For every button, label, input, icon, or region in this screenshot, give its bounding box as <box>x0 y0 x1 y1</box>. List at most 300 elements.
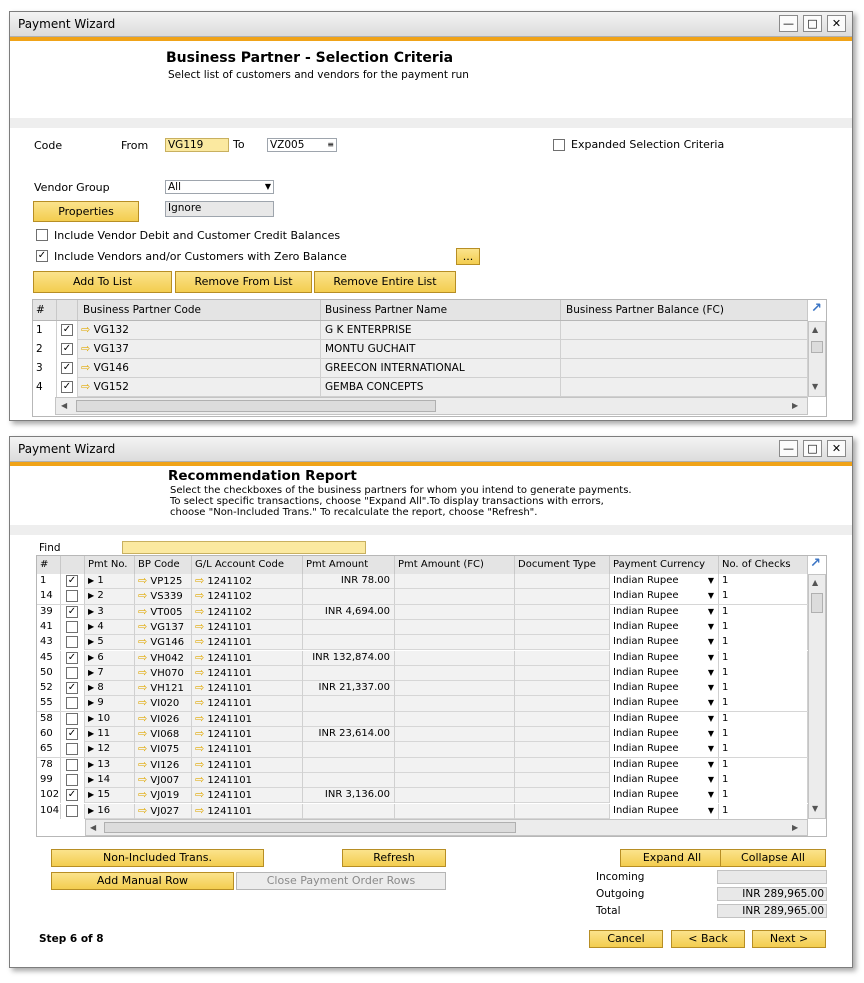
close-payment-order-rows-button[interactable]: Close Payment Order Rows <box>236 872 446 890</box>
minimize-icon[interactable]: — <box>779 440 798 457</box>
link-arrow-icon[interactable]: ⇨ <box>138 711 148 725</box>
payment-currency-cell[interactable] <box>610 666 719 681</box>
row-checkbox[interactable] <box>66 636 78 648</box>
row-select-cell[interactable] <box>57 321 78 340</box>
bp-code-cell[interactable] <box>135 758 192 773</box>
bp-code: VS339 <box>150 591 183 603</box>
table-row[interactable] <box>37 727 808 742</box>
row-select-cell[interactable] <box>61 635 85 650</box>
pmt-no-cell[interactable] <box>85 788 135 803</box>
row-checkbox[interactable] <box>66 743 78 755</box>
no-of-checks-cell[interactable]: 1 <box>719 635 808 650</box>
col-gl-account[interactable]: G/L Account Code <box>192 556 303 574</box>
scroll-right-icon[interactable]: ▶ <box>792 401 799 410</box>
no-of-checks-cell[interactable]: 1 <box>719 788 808 803</box>
bp-code-cell[interactable] <box>135 666 192 681</box>
list-icon[interactable]: ≡ <box>327 140 334 149</box>
link-arrow-icon[interactable]: ⇨ <box>195 574 205 587</box>
row-select-cell[interactable] <box>61 712 85 727</box>
bp-code-cell[interactable] <box>135 804 192 819</box>
no-of-checks-cell[interactable]: 1 <box>719 758 808 773</box>
row-select-cell[interactable] <box>61 589 85 604</box>
bp-code-cell[interactable] <box>78 378 321 397</box>
link-arrow-icon[interactable]: ⇨ <box>138 696 148 710</box>
maximize-icon[interactable]: □ <box>803 15 822 32</box>
chevron-down-icon[interactable]: ▼ <box>707 683 714 693</box>
chevron-down-icon[interactable]: ▼ <box>264 182 271 191</box>
table-row[interactable] <box>37 635 808 650</box>
col-payment-currency[interactable]: Payment Currency <box>610 556 719 574</box>
payment-currency-cell[interactable] <box>610 758 719 773</box>
expand-row-icon[interactable]: ▶ <box>88 774 95 784</box>
pmt-no-cell[interactable] <box>85 758 135 773</box>
gl-account-cell[interactable] <box>192 758 303 773</box>
scroll-left-icon[interactable]: ◀ <box>90 823 97 832</box>
gl-account-cell[interactable] <box>192 788 303 803</box>
col-pmt-amount-fc[interactable]: Pmt Amount (FC) <box>395 556 515 574</box>
payment-currency-cell[interactable] <box>610 742 719 757</box>
col-bp-code[interactable]: BP Code <box>135 556 192 574</box>
row-select-cell[interactable] <box>61 804 85 819</box>
properties-button[interactable]: Properties <box>33 201 139 222</box>
chevron-down-icon[interactable]: ▼ <box>707 729 714 738</box>
find-input[interactable] <box>122 541 366 554</box>
expand-row-icon[interactable]: ▶ <box>88 744 95 754</box>
bp-code-cell[interactable] <box>78 359 321 378</box>
link-arrow-icon[interactable]: ⇨ <box>138 727 148 740</box>
table-row[interactable] <box>37 620 808 635</box>
link-arrow-icon[interactable]: ⇨ <box>138 788 148 802</box>
bp-code: VI026 <box>150 713 180 725</box>
scroll-thumb[interactable] <box>811 341 823 353</box>
no-of-checks-cell[interactable]: 1 <box>719 620 808 635</box>
pmt-no-cell[interactable] <box>85 635 135 650</box>
expand-row-icon[interactable]: ▶ <box>88 805 95 815</box>
col-bp-name[interactable]: Business Partner Name <box>321 300 561 320</box>
row-checkbox[interactable] <box>66 590 78 602</box>
row-checkbox[interactable]: ✓ <box>67 651 77 663</box>
vendor-group-select[interactable] <box>165 180 274 194</box>
gl-account-cell[interactable] <box>192 589 303 604</box>
include-debit-checkbox[interactable] <box>36 229 48 241</box>
scroll-down-icon[interactable]: ▼ <box>812 382 819 391</box>
scroll-thumb[interactable] <box>811 593 823 613</box>
link-arrow-icon[interactable]: ⇨ <box>195 757 205 771</box>
row-select-cell[interactable] <box>61 651 85 666</box>
link-arrow-icon[interactable]: ⇨ <box>195 681 205 695</box>
pmt-no-cell[interactable] <box>85 727 135 742</box>
pmt-no-cell[interactable] <box>85 696 135 711</box>
row-select-cell[interactable] <box>61 788 85 803</box>
row-select-cell[interactable] <box>57 340 78 359</box>
gl-account-cell[interactable] <box>192 696 303 711</box>
payment-currency-cell[interactable] <box>610 574 719 589</box>
no-of-checks-cell[interactable]: 1 <box>719 727 808 742</box>
chevron-down-icon[interactable]: ▼ <box>707 591 714 601</box>
expand-row-icon[interactable]: ▶ <box>88 576 95 585</box>
no-of-checks-cell[interactable]: 1 <box>719 681 808 696</box>
expanded-criteria-checkbox[interactable] <box>553 139 565 151</box>
bp-code-cell[interactable] <box>135 712 192 727</box>
no-of-checks-cell[interactable]: 1 <box>719 773 808 788</box>
row-checkbox[interactable] <box>66 774 78 786</box>
expand-row-icon[interactable]: ▶ <box>88 621 95 631</box>
link-arrow-icon[interactable]: ⇨ <box>138 772 148 786</box>
chevron-down-icon[interactable]: ▼ <box>707 805 714 815</box>
bp-code-cell[interactable] <box>135 788 192 803</box>
payment-currency-cell[interactable] <box>610 620 719 635</box>
payment-currency-cell[interactable] <box>610 605 719 620</box>
no-of-checks-cell[interactable]: 1 <box>719 651 808 666</box>
gl-account-cell[interactable] <box>192 666 303 681</box>
payment-currency: Indian Rupee <box>613 575 679 586</box>
chevron-down-icon[interactable]: ▼ <box>707 637 714 647</box>
pmt-no-cell[interactable] <box>85 589 135 604</box>
link-arrow-icon[interactable]: ⇨ <box>138 681 148 695</box>
chevron-down-icon[interactable]: ▼ <box>707 744 714 754</box>
link-arrow-icon[interactable]: ⇨ <box>81 323 91 336</box>
pmt-amount-fc-cell <box>395 773 515 788</box>
gl-account-cell[interactable] <box>192 635 303 650</box>
expand-row-icon[interactable]: ▶ <box>88 637 95 647</box>
row-checkbox[interactable]: ✓ <box>62 381 72 392</box>
link-arrow-icon[interactable]: ⇨ <box>81 361 91 374</box>
pmt-amount-cell <box>303 712 395 727</box>
table-row[interactable] <box>37 589 808 604</box>
no-of-checks-cell[interactable]: 1 <box>719 589 808 604</box>
link-arrow-icon[interactable]: ⇨ <box>138 803 148 817</box>
link-arrow-icon[interactable]: ⇨ <box>195 696 205 710</box>
page-title: Business Partner - Selection Criteria <box>166 50 454 66</box>
pmt-no-cell[interactable] <box>85 620 135 635</box>
col-document-type[interactable]: Document Type <box>515 556 610 574</box>
row-checkbox[interactable] <box>66 697 78 709</box>
col-pmt-amount[interactable]: Pmt Amount <box>303 556 395 574</box>
link-arrow-icon[interactable]: ⇨ <box>195 772 205 786</box>
expand-table-icon[interactable]: ↗ <box>811 301 822 316</box>
bp-code-cell[interactable] <box>135 681 192 696</box>
vertical-scrollbar[interactable] <box>808 321 826 397</box>
link-arrow-icon[interactable]: ⇨ <box>138 574 148 587</box>
expand-row-icon[interactable]: ▶ <box>88 713 95 723</box>
payment-currency-cell[interactable] <box>610 773 719 788</box>
payment-currency: Indian Rupee <box>613 712 679 724</box>
table-row[interactable] <box>37 773 808 788</box>
bp-code: VH070 <box>150 667 184 679</box>
link-arrow-icon[interactable]: ⇨ <box>195 742 205 756</box>
pmt-no-cell[interactable] <box>85 804 135 819</box>
bp-code-cell[interactable] <box>135 651 192 666</box>
row-checkbox[interactable]: ✓ <box>67 728 77 739</box>
gl-account-cell[interactable] <box>192 773 303 788</box>
add-manual-row-button[interactable]: Add Manual Row <box>51 872 234 890</box>
row-checkbox[interactable] <box>66 621 78 633</box>
link-arrow-icon[interactable]: ⇨ <box>195 803 205 817</box>
document-type-cell <box>515 712 610 727</box>
link-arrow-icon[interactable]: ⇨ <box>138 635 148 649</box>
col-pmt-no[interactable]: Pmt No. <box>85 556 135 574</box>
pmt-no: 2 <box>97 590 104 602</box>
row-checkbox[interactable] <box>66 713 78 725</box>
table-row[interactable] <box>37 788 808 803</box>
payment-currency-cell[interactable] <box>610 635 719 650</box>
chevron-down-icon[interactable]: ▼ <box>707 621 714 631</box>
pmt-no-cell[interactable] <box>85 773 135 788</box>
table-row[interactable] <box>37 696 808 711</box>
scroll-left-icon[interactable]: ◀ <box>61 401 68 410</box>
scroll-up-icon[interactable]: ▲ <box>812 325 819 334</box>
back-button[interactable]: < Back <box>671 930 745 948</box>
row-select-cell[interactable] <box>61 605 85 620</box>
bp-code-cell[interactable] <box>135 620 192 635</box>
gl-account-cell[interactable] <box>192 620 303 635</box>
payment-currency-cell[interactable] <box>610 712 719 727</box>
payment-currency-cell[interactable] <box>610 804 719 819</box>
row-select-cell[interactable] <box>61 742 85 757</box>
pmt-no-cell[interactable] <box>85 605 135 620</box>
gl-account-cell[interactable] <box>192 651 303 666</box>
link-arrow-icon[interactable]: ⇨ <box>195 619 205 633</box>
bp-balance-cell <box>561 340 808 359</box>
table-row[interactable] <box>37 574 808 589</box>
add-to-list-button[interactable]: Add To List <box>33 271 172 293</box>
include-debit-label: Include Vendor Debit and Customer Credit Balances <box>54 229 341 242</box>
col-no-of-checks[interactable]: No. of Checks <box>719 556 808 574</box>
pmt-no: 12 <box>97 743 111 755</box>
col-bp-code[interactable]: Business Partner Code <box>78 300 321 320</box>
gl-account: 1241102 <box>207 606 252 618</box>
link-arrow-icon[interactable]: ⇨ <box>195 727 205 740</box>
row-checkbox[interactable] <box>66 759 78 771</box>
scroll-down-icon[interactable]: ▼ <box>812 804 819 813</box>
link-arrow-icon[interactable]: ⇨ <box>138 650 148 664</box>
table-row[interactable] <box>37 681 808 696</box>
payment-currency-cell[interactable] <box>610 589 719 604</box>
row-checkbox[interactable]: ✓ <box>62 343 72 354</box>
gl-account-cell[interactable] <box>192 605 303 620</box>
link-arrow-icon[interactable]: ⇨ <box>138 619 148 633</box>
no-of-checks-cell[interactable]: 1 <box>719 666 808 681</box>
col-index[interactable]: # <box>33 300 57 320</box>
pmt-no-cell[interactable] <box>85 681 135 696</box>
row-checkbox[interactable]: ✓ <box>67 789 77 801</box>
vertical-scrollbar[interactable] <box>808 574 826 819</box>
pmt-no-cell[interactable] <box>85 574 135 589</box>
expand-row-icon[interactable]: ▶ <box>88 790 95 800</box>
chevron-down-icon[interactable]: ▼ <box>707 698 714 708</box>
col-check[interactable] <box>61 556 85 574</box>
remove-from-list-button[interactable]: Remove From List <box>175 271 312 293</box>
payment-currency-cell[interactable] <box>610 651 719 666</box>
bp-code-cell[interactable] <box>135 635 192 650</box>
from-code-input[interactable]: VG119 <box>165 138 229 152</box>
table-row[interactable] <box>37 758 808 773</box>
refresh-button[interactable]: Refresh <box>342 849 446 867</box>
remove-entire-list-button[interactable]: Remove Entire List <box>314 271 456 293</box>
chevron-down-icon[interactable]: ▼ <box>707 759 714 769</box>
link-arrow-icon[interactable]: ⇨ <box>195 604 205 618</box>
row-select-cell[interactable] <box>61 681 85 696</box>
row-select-cell[interactable] <box>61 727 85 742</box>
h-scroll-thumb[interactable] <box>76 400 436 412</box>
row-select-cell[interactable] <box>61 696 85 711</box>
row-select-cell[interactable] <box>61 773 85 788</box>
gl-account-cell[interactable] <box>192 681 303 696</box>
no-of-checks-cell[interactable]: 1 <box>719 605 808 620</box>
link-arrow-icon[interactable]: ⇨ <box>138 604 148 618</box>
chevron-down-icon[interactable]: ▼ <box>707 790 714 800</box>
title-bar[interactable] <box>10 12 852 37</box>
expand-row-icon[interactable]: ▶ <box>88 698 95 708</box>
pmt-no: 4 <box>97 620 104 632</box>
scroll-up-icon[interactable]: ▲ <box>812 578 819 587</box>
link-arrow-icon[interactable]: ⇨ <box>195 650 205 664</box>
no-of-checks-cell[interactable]: 1 <box>719 574 808 589</box>
table-row[interactable] <box>37 804 808 819</box>
gl-account-cell[interactable] <box>192 727 303 742</box>
table-header <box>33 300 808 321</box>
row-checkbox[interactable] <box>66 805 78 817</box>
no-of-checks-cell[interactable]: 1 <box>719 804 808 819</box>
scroll-right-icon[interactable]: ▶ <box>792 823 799 832</box>
chevron-down-icon[interactable]: ▼ <box>707 774 714 784</box>
row-select-cell[interactable] <box>61 620 85 635</box>
bp-code: VI075 <box>150 744 180 756</box>
chevron-down-icon[interactable]: ▼ <box>707 667 714 677</box>
expand-row-icon[interactable]: ▶ <box>88 652 95 662</box>
bp-code-cell[interactable] <box>135 773 192 788</box>
link-arrow-icon[interactable]: ⇨ <box>81 342 91 355</box>
pmt-amount-fc-cell <box>395 681 515 696</box>
table-row[interactable] <box>37 605 808 620</box>
non-included-trans-button[interactable]: Non-Included Trans. <box>51 849 264 867</box>
row-checkbox[interactable] <box>66 667 78 679</box>
close-icon[interactable]: ✕ <box>827 440 846 457</box>
expand-row-icon[interactable]: ▶ <box>88 729 95 738</box>
row-select-cell[interactable] <box>61 574 85 589</box>
chevron-down-icon[interactable]: ▼ <box>707 606 714 616</box>
payment-currency-cell[interactable] <box>610 788 719 803</box>
bp-code-cell[interactable] <box>78 340 321 359</box>
collapse-all-button[interactable]: Collapse All <box>720 849 826 867</box>
gl-account-cell[interactable] <box>192 574 303 589</box>
pmt-no-cell[interactable] <box>85 666 135 681</box>
bp-code-cell[interactable] <box>135 727 192 742</box>
payment-currency: Indian Rupee <box>613 605 679 617</box>
link-arrow-icon[interactable]: ⇨ <box>138 757 148 771</box>
table-row[interactable] <box>33 378 808 397</box>
row-select-cell[interactable] <box>61 666 85 681</box>
table-row[interactable] <box>37 742 808 757</box>
no-of-checks-cell[interactable]: 1 <box>719 712 808 727</box>
col-index[interactable]: # <box>37 556 61 574</box>
gl-account-cell[interactable] <box>192 742 303 757</box>
payment-currency-cell[interactable] <box>610 681 719 696</box>
no-of-checks-cell[interactable]: 1 <box>719 742 808 757</box>
col-bp-balance[interactable]: Business Partner Balance (FC) <box>561 300 808 320</box>
bp-code: VP125 <box>150 576 183 587</box>
expand-row-icon[interactable]: ▶ <box>88 591 95 601</box>
expand-row-icon[interactable]: ▶ <box>88 606 95 616</box>
table-row[interactable] <box>33 340 808 359</box>
document-type-cell <box>515 727 610 742</box>
row-index: 3 <box>33 359 57 378</box>
maximize-icon[interactable]: □ <box>803 440 822 457</box>
row-checkbox[interactable]: ✓ <box>67 575 77 586</box>
link-arrow-icon[interactable]: ⇨ <box>195 711 205 725</box>
row-select-cell[interactable] <box>57 378 78 397</box>
link-arrow-icon[interactable]: ⇨ <box>138 665 148 679</box>
expand-row-icon[interactable]: ▶ <box>88 759 95 769</box>
row-checkbox[interactable]: ✓ <box>67 605 77 617</box>
gl-account-cell[interactable] <box>192 804 303 819</box>
bp-code-cell[interactable] <box>135 696 192 711</box>
chevron-down-icon[interactable]: ▼ <box>707 576 714 585</box>
payment-currency-cell[interactable] <box>610 696 719 711</box>
next-button[interactable]: Next > <box>752 930 826 948</box>
col-check[interactable] <box>57 300 78 320</box>
link-arrow-icon[interactable]: ⇨ <box>195 589 205 603</box>
to-code-input[interactable] <box>267 138 337 152</box>
table-row[interactable] <box>37 666 808 681</box>
pmt-no-cell[interactable] <box>85 651 135 666</box>
minimize-icon[interactable]: — <box>779 15 798 32</box>
gl-account-cell[interactable] <box>192 712 303 727</box>
chevron-down-icon[interactable]: ▼ <box>707 713 714 723</box>
pmt-no-cell[interactable] <box>85 742 135 757</box>
link-arrow-icon[interactable]: ⇨ <box>138 589 148 603</box>
payment-currency-cell[interactable] <box>610 727 719 742</box>
table-row[interactable] <box>33 321 808 340</box>
more-button[interactable]: ... <box>456 248 480 265</box>
horizontal-scrollbar[interactable] <box>85 819 808 836</box>
row-select-cell[interactable] <box>57 359 78 378</box>
close-icon[interactable]: ✕ <box>827 15 846 32</box>
table-row[interactable] <box>37 651 808 666</box>
chevron-down-icon[interactable]: ▼ <box>707 652 714 662</box>
row-checkbox[interactable]: ✓ <box>62 324 72 335</box>
cancel-button[interactable]: Cancel <box>589 930 663 948</box>
horizontal-scrollbar[interactable] <box>55 397 808 415</box>
expand-row-icon[interactable]: ▶ <box>88 683 95 693</box>
title-bar[interactable] <box>10 437 852 462</box>
h-scroll-thumb[interactable] <box>104 822 516 833</box>
include-zero-checkbox[interactable]: ✓ <box>37 250 47 261</box>
expand-all-button[interactable]: Expand All <box>620 849 724 867</box>
expand-row-icon[interactable]: ▶ <box>88 667 95 677</box>
link-arrow-icon[interactable]: ⇨ <box>195 788 205 802</box>
bp-code-cell[interactable] <box>135 742 192 757</box>
pmt-no-cell[interactable] <box>85 712 135 727</box>
expand-table-icon[interactable]: ↗ <box>810 556 821 571</box>
bp-code-cell[interactable] <box>78 321 321 340</box>
bp-code-cell[interactable] <box>135 605 192 620</box>
link-arrow-icon[interactable]: ⇨ <box>195 635 205 649</box>
link-arrow-icon[interactable]: ⇨ <box>138 742 148 756</box>
table-row[interactable] <box>33 359 808 378</box>
bp-code-cell[interactable] <box>135 574 192 589</box>
row-checkbox[interactable]: ✓ <box>67 682 77 694</box>
row-select-cell[interactable] <box>61 758 85 773</box>
table-row[interactable] <box>37 712 808 727</box>
link-arrow-icon[interactable]: ⇨ <box>81 380 91 393</box>
link-arrow-icon[interactable]: ⇨ <box>195 665 205 679</box>
bp-code-cell[interactable] <box>135 589 192 604</box>
gl-account: 1241101 <box>207 744 252 756</box>
bp-name-cell: MONTU GUCHAIT <box>321 340 561 359</box>
row-checkbox[interactable]: ✓ <box>62 362 72 373</box>
no-of-checks-cell[interactable]: 1 <box>719 696 808 711</box>
